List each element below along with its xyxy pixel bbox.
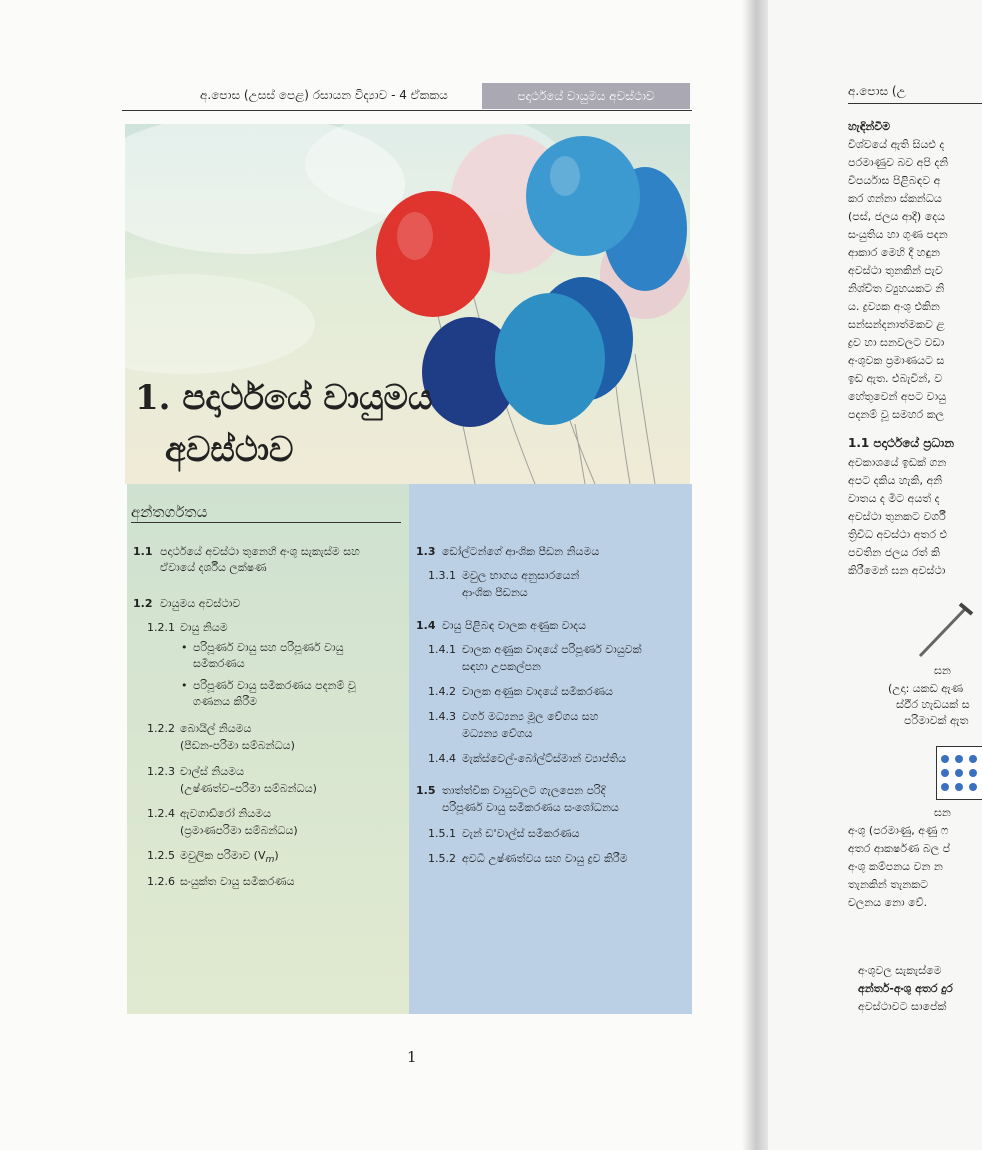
intro-line: පදනම් වූ සමහර කල <box>848 408 945 421</box>
caption-line: (උදා: යකඩ ඇණ <box>888 682 964 695</box>
footer-line: අංශුවල සැකැස්මෙ <box>858 964 942 977</box>
toc-entry-1-4-text: වායු පිළිබඳ චාලක අණුක වාදය <box>442 619 586 632</box>
intro-line: ය. ද්‍රව්‍යක අංශු එකින <box>848 300 940 313</box>
section-line: අවස්ථා තුනකට වර්ගී <box>848 510 946 523</box>
caption-line: පරිමාවක් ඇත <box>904 714 969 727</box>
toc-entry-1-4-4-text: මැක්ස්වෙල්-බෝල්ට්ස්මාන් ව්‍යාප්තිය <box>462 752 627 765</box>
intro-line: හේතුවෙන් අපට වායු <box>848 390 946 403</box>
toc-entry-1-5-text: තාත්ත්වික වායුවලට ගැලපෙන පරිදි <box>442 784 606 797</box>
toc-entry-1-2-4-text: ඇවගාඩ්රෝ නියමය <box>180 807 272 820</box>
toc-entry-1-2-3: 1.2.3 <box>147 765 175 778</box>
toc-entry-1-2-3-text: චාල්ස් නියමය <box>180 765 244 778</box>
toc-entry-1-4-3-text: වර්ග මධ්‍යන්‍ය මූල වේගය සහ <box>462 710 599 723</box>
section-line: අපට දකිය හැකි, අනි <box>848 474 943 487</box>
toc-entry-1-2-5: 1.2.5 <box>147 849 175 862</box>
intro-line: නිශ්චිත ව්‍යුහයකට නි <box>848 282 945 295</box>
right-page <box>768 0 982 1150</box>
toc-entry-1-4-3-sub: මධ්‍යන්‍ය වේගය <box>462 727 533 740</box>
toc-entry-1-2-2-sub: (පීඩන-පරිමා සම්බන්ධය) <box>180 739 295 752</box>
toc-entry-1-5-2-text: අවධි උෂ්ණත්වය සහ වායු ද්‍රව කිරීම <box>462 852 628 865</box>
toc-entry-1-4: 1.4 <box>416 619 436 632</box>
section-line: වාතය ද මීට අයත් ද <box>848 492 940 505</box>
intro-line: පරමාණුව බව අපි දනි <box>848 156 949 169</box>
toc-entry-1-5-1-text: වැන් ඩ'වාල්ස් සමීකරණය <box>462 827 580 840</box>
toc-entry-1-4-1-text: චාලක අණුක වාදයේ පරිපූර්ණ වායුවක් <box>462 643 642 656</box>
section-heading: 1.1 පදාර්ථයේ ප්‍රධාන <box>848 436 954 450</box>
chapter-title-line1: 1. පදාර්ථයේ වායුමය <box>135 378 433 418</box>
page-number: 1 <box>407 1048 417 1066</box>
section-line: අවකාශයේ ඉඩක් ගන <box>848 456 947 469</box>
toc-entry-1-3-1-sub: ආංශික පීඩනය <box>462 586 528 599</box>
toc-heading: අන්තර්ගතය <box>131 503 208 521</box>
toc-bullet-ideal-gas: • පරිපූර්ණ වායු සහ පරිපූර්ණ වායු සමීකරණය <box>193 640 393 672</box>
toc-entry-1-5-1: 1.5.1 <box>428 827 456 840</box>
toc-entry-1-4-1: 1.4.1 <box>428 643 456 656</box>
toc-entry-1-1-text: පදාර්ථයේ අවස්ථා තුනෙහි අංශු සැකැස්ම සහ ඒවායේ දර්ශීය ලක්ෂණ <box>160 545 360 574</box>
chapter-hero-image <box>125 124 690 484</box>
solid-label: ඝන <box>934 664 951 677</box>
toc-entry-1-3-1-text: මවුල භාගය අනුසාරයෙන් <box>462 569 580 582</box>
intro-line: සන්සන්දනාත්මකව ළ <box>848 318 945 331</box>
toc-entry-1-2-4-sub: (ප්‍රමාණපරිමා සම්බන්ධය) <box>180 824 298 837</box>
book-gutter <box>742 0 768 1150</box>
toc-entry-1-4-4: 1.4.4 <box>428 752 456 765</box>
toc-entry-1-4-1-sub: සඳහා උපකල්පන <box>462 660 541 673</box>
intro-line: විශ්වයේ ඇති සියළු ද <box>848 138 945 151</box>
toc-entry-1-5: 1.5 <box>416 784 436 797</box>
toc-entry-1-5-2: 1.5.2 <box>428 852 456 865</box>
toc-entry-1-4-2-text: චාලක අණුක වාදයේ සමීකරණය <box>462 685 613 698</box>
header-rule <box>122 110 692 111</box>
toc-entry-1-2-5-text: මවුලික පරිමාව $(V_m)$ <box>180 849 279 866</box>
intro-line: (පස්, ජලය ආදී) දෙය <box>848 210 945 223</box>
toc-bullet-calculation: • පරිපූර්ණ වායු සමීකරණය පදනම් වූ ගණනය කිරීම <box>193 678 393 710</box>
particle-line: අතර ආකර්ෂණ බල ප්‍ <box>848 842 951 855</box>
toc-entry-1-2-text: වායුමය අවස්ථාව <box>160 597 241 610</box>
particle-line: අංශු (පරමාණු, අණු ෆ <box>848 824 949 837</box>
toc-entry-1-2-2-text: බොයිල් නියමය <box>180 722 252 735</box>
particle-line: තැනකින් තැනකට <box>848 878 929 891</box>
toc-entry-1-2-6-text: සංයුක්ත වායු සමීකරණය <box>180 875 295 888</box>
solid-lattice-diagram <box>936 746 982 800</box>
toc-entry-1-2-2: 1.2.2 <box>147 722 175 735</box>
toc-entry-1-3: 1.3 <box>416 545 436 558</box>
toc-entry-1-3-1: 1.3.1 <box>428 569 456 582</box>
intro-line: කර ගන්නා ස්කන්ධය <box>848 192 942 205</box>
toc-entry-1-4-3: 1.4.3 <box>428 710 456 723</box>
section-line: පවතින ජලය රත් කි <box>848 546 940 559</box>
running-title: අ.පොස (උසස් පෙළ) රසායන විද්‍යාව - 4 ඒකකය <box>200 88 448 102</box>
chapter-title <box>135 372 432 476</box>
toc-right-panel <box>409 484 692 1014</box>
footer-line: අන්තර්-අංශු අතර දුර <box>858 982 953 995</box>
particle-line: චලනය නො වේ. <box>848 896 928 909</box>
intro-heading: හැඳින්වීම <box>848 120 891 133</box>
toc-entry-1-2-1: 1.2.1 <box>147 621 175 634</box>
right-header-rule <box>848 103 982 104</box>
toc-entry-1-2-6: 1.2.6 <box>147 875 175 888</box>
right-running-title: අ.පොස (උ <box>848 84 906 98</box>
toc-heading-rule <box>131 522 401 523</box>
toc-entry-1-4-2: 1.4.2 <box>428 685 456 698</box>
iron-nail-icon <box>916 600 976 660</box>
section-line: ත්‍රිවිධ අවස්ථා අතර එ <box>848 528 947 541</box>
chapter-title-line2: අවස්ථාව <box>165 430 294 470</box>
intro-line: අවස්ථා තුනකින් පැව <box>848 264 943 277</box>
toc-entry-1-2: 1.2 <box>133 597 153 610</box>
toc-entry-1-3-text: ඩෝල්ටන්ගේ ආංශික පීඩන නියමය <box>442 545 600 558</box>
intro-line: ඉඩ ඇත. එබැවින්, ව <box>848 372 943 385</box>
toc-entry-1-2-1-text: වායු නියම <box>180 621 228 634</box>
intro-line: අංශුවක ප්‍රමාණයට ස <box>848 354 945 367</box>
intro-line: ආකාර මෙහි දී හඳුන <box>848 246 940 259</box>
section-line: කිරීමෙන් ඝන අවස්ථා <box>848 564 946 577</box>
toc-entry-1-2-3-sub: (උෂ්ණත්ව–පරිමා සම්බන්ධය) <box>180 782 317 795</box>
section-tag: පදාර්ථයේ වායුමය අවස්ථාව <box>482 83 690 109</box>
footer-line: අවස්ථාවට සාපේක් <box>858 1000 947 1013</box>
particle-line: අංශු කම්පනය වන න <box>848 860 943 873</box>
intro-line: විපර්යාස පිළිබඳව අ <box>848 174 941 187</box>
intro-line: සංයුතිය හා ගුණ පදන <box>848 228 948 241</box>
intro-line: ද්‍රව හා ඝනවලට වඩා <box>848 336 945 349</box>
caption-line: ස්ඵිර හැඩයක් ස <box>896 698 970 711</box>
lattice-label: ඝන <box>934 806 951 819</box>
toc-entry-1-5-sub: පරිපූර්ණ වායු සමීකරණය සංශෝධනය <box>442 801 619 814</box>
toc-entry-1-1: 1.1 <box>133 545 153 558</box>
toc-entry-1-2-4: 1.2.4 <box>147 807 175 820</box>
